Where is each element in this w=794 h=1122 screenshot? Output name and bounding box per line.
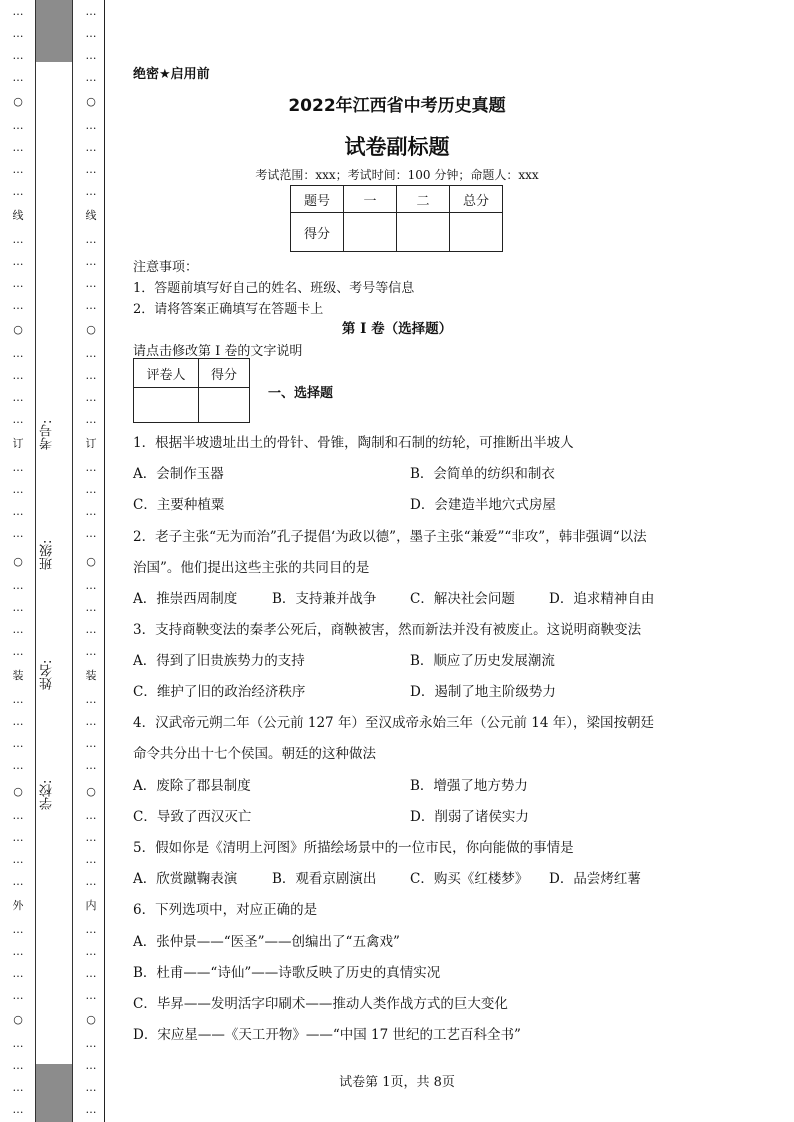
question-stem: 4．汉武帝元朔二年（公元前 127 年）至汉成帝永始三年（公元前 14 年），梁国按朝廷 <box>133 715 654 731</box>
dots: … <box>85 483 97 496</box>
dots: … <box>85 119 97 132</box>
zhuang-mark: 装 <box>12 669 24 682</box>
option[interactable]: D．会建造半地穴式房屋 <box>410 497 556 513</box>
part-title: 第 I 卷（选择题） <box>341 321 453 337</box>
dots: … <box>85 505 97 518</box>
dots: … <box>85 875 97 888</box>
dots: … <box>85 5 97 18</box>
option[interactable]: D．品尝烤红薯 <box>549 871 641 887</box>
score-header-cell: 总分 <box>450 186 503 213</box>
option[interactable]: B．杜甫——“诗仙”——诗歌反映了历史的真情实况 <box>133 965 441 981</box>
question-stem: 1．根据半坡遗址出土的骨针、骨锥，陶制和石制的纺轮，可推断出半坡人 <box>133 435 574 451</box>
dots: … <box>12 347 24 360</box>
grader-header-cell: 评卷人 <box>134 359 199 388</box>
dots: … <box>12 853 24 866</box>
option[interactable]: C．维护了旧的政治经济秩序 <box>133 684 306 700</box>
dots: … <box>85 645 97 658</box>
dots: … <box>85 923 97 936</box>
dots: … <box>12 579 24 592</box>
score-header-cell: 题号 <box>291 186 344 213</box>
option[interactable]: D．遏制了地主阶级势力 <box>410 684 556 700</box>
question-stem: 治国”。他们提出这些主张的共同目的是 <box>133 560 370 576</box>
dots: … <box>85 715 97 728</box>
dots: … <box>85 579 97 592</box>
dots: … <box>85 759 97 772</box>
dots: … <box>85 255 97 268</box>
dots: … <box>12 233 24 246</box>
dots: … <box>85 853 97 866</box>
dots: … <box>85 413 97 426</box>
dots: … <box>85 461 97 474</box>
dots: … <box>85 163 97 176</box>
dots: … <box>85 623 97 636</box>
exam-subtitle: 试卷副标题 <box>344 135 450 159</box>
dots: … <box>12 277 24 290</box>
score-table <box>290 185 503 252</box>
dots: … <box>12 119 24 132</box>
dots: … <box>85 277 97 290</box>
option[interactable]: C．毕昇——发明活字印刷术——推动人类作战方式的巨大变化 <box>133 996 508 1012</box>
question-stem: 2．老子主张“无为而治”孔子提倡‘为政以德”，墨子主张“兼爱”“非攻”，韩非强调“以法 <box>133 529 647 545</box>
dots: … <box>12 1103 24 1116</box>
dots: … <box>12 71 24 84</box>
option[interactable]: B．支持兼并战争 <box>272 591 377 607</box>
dots: … <box>12 715 24 728</box>
score-cell[interactable] <box>450 213 503 252</box>
dots: … <box>12 923 24 936</box>
dots: … <box>85 369 97 382</box>
dots: … <box>85 233 97 246</box>
dots: … <box>85 693 97 706</box>
dots: … <box>12 391 24 404</box>
exam-info: 考试范围：xxx；考试时间：100 分钟；命题人：xxx <box>255 168 539 182</box>
dots: … <box>12 527 24 540</box>
question-stem: 3．支持商鞅变法的秦孝公死后，商鞅被害，然而新法并没有被废止。这说明商鞅变法 <box>133 622 642 638</box>
circle-mark: ○ <box>86 1013 96 1026</box>
dots: … <box>12 1037 24 1050</box>
dots: … <box>85 141 97 154</box>
zhuang-mark: 装 <box>85 669 97 682</box>
dots: … <box>12 299 24 312</box>
dots: … <box>12 185 24 198</box>
page-footer: 试卷第 1页，共 8页 <box>339 1075 455 1090</box>
option[interactable]: C．导致了西汉灭亡 <box>133 809 252 825</box>
option[interactable]: A．欣赏蹴鞠表演 <box>133 871 238 887</box>
circle-mark: ○ <box>86 95 96 108</box>
note-item: 2．请将答案正确填写在答题卡上 <box>133 302 324 317</box>
dots: … <box>12 369 24 382</box>
notes-heading: 注意事项： <box>133 260 199 275</box>
dots: … <box>85 967 97 980</box>
circle-mark: ○ <box>86 785 96 798</box>
dots: … <box>12 5 24 18</box>
class-field: 班级: <box>40 539 55 571</box>
option[interactable]: D．追求精神自由 <box>549 591 655 607</box>
grader-cell[interactable] <box>199 388 250 423</box>
line-mark: 线 <box>12 209 24 222</box>
dots: … <box>85 601 97 614</box>
dots: … <box>85 527 97 540</box>
circle-mark: ○ <box>86 323 96 336</box>
dots: … <box>85 1037 97 1050</box>
dots: … <box>12 255 24 268</box>
dots: … <box>12 875 24 888</box>
dots: … <box>85 299 97 312</box>
option[interactable]: A．张仲景——“医圣”——创编出了“五禽戏” <box>133 934 400 950</box>
dots: … <box>85 989 97 1002</box>
score-cell[interactable] <box>397 213 450 252</box>
option[interactable]: B．观看京剧演出 <box>272 871 377 887</box>
dots: … <box>12 1081 24 1094</box>
dots: … <box>85 1103 97 1116</box>
dots: … <box>12 49 24 62</box>
option[interactable]: D．削弱了诸侯实力 <box>410 809 529 825</box>
dots: … <box>12 483 24 496</box>
option[interactable]: B．顺应了历史发展潮流 <box>410 653 555 669</box>
dots: … <box>85 347 97 360</box>
exam-number-field: 考号: <box>40 419 55 451</box>
dots: … <box>85 49 97 62</box>
section-title: 一、选择题 <box>268 386 334 401</box>
part-instruction: 请点击修改第 I 卷的文字说明 <box>133 344 303 359</box>
dots: … <box>12 967 24 980</box>
dots: … <box>12 693 24 706</box>
dots: … <box>85 737 97 750</box>
option[interactable]: C．主要种植粟 <box>133 497 225 513</box>
dots: … <box>12 989 24 1002</box>
dots: … <box>12 645 24 658</box>
ding-mark: 订 <box>85 437 97 450</box>
circle-mark: ○ <box>13 785 23 798</box>
school-field: 学校: <box>40 779 55 811</box>
dots: … <box>12 601 24 614</box>
wai-mark: 外 <box>12 899 24 912</box>
question-stem: 命令共分出十七个侯国。朝廷的这种做法 <box>133 746 376 762</box>
line-mark: 线 <box>85 209 97 222</box>
dots: … <box>85 809 97 822</box>
grader-cell[interactable] <box>134 388 199 423</box>
dots: … <box>12 413 24 426</box>
score-header-cell: 二 <box>397 186 450 213</box>
dots: … <box>85 831 97 844</box>
circle-mark: ○ <box>13 1013 23 1026</box>
note-item: 1．答题前填写好自己的姓名、班级、考号等信息 <box>133 281 415 296</box>
dots: … <box>12 27 24 40</box>
score-header-cell: 一 <box>344 186 397 213</box>
dots: … <box>12 759 24 772</box>
dots: … <box>12 737 24 750</box>
dots: … <box>85 945 97 958</box>
option[interactable]: A．得到了旧贵族势力的支持 <box>133 653 305 669</box>
option[interactable]: D．宋应星——《天工开物》——“中国 17 世纪的工艺百科全书” <box>133 1027 521 1043</box>
exam-title: 2022年江西省中考历史真题 <box>288 96 506 116</box>
option[interactable]: B．会简单的纺织和制衣 <box>410 466 555 482</box>
score-row-label: 得分 <box>291 213 344 252</box>
dots: … <box>12 831 24 844</box>
dots: … <box>12 141 24 154</box>
dots: … <box>12 505 24 518</box>
dots: … <box>12 623 24 636</box>
circle-mark: ○ <box>13 323 23 336</box>
dots: … <box>85 1081 97 1094</box>
dots: … <box>85 71 97 84</box>
dots: … <box>85 27 97 40</box>
name-field: 姓名: <box>40 659 55 691</box>
dots: … <box>12 809 24 822</box>
score-cell[interactable] <box>344 213 397 252</box>
ding-mark: 订 <box>12 437 24 450</box>
option[interactable]: A．废除了郡县制度 <box>133 778 251 794</box>
circle-mark: ○ <box>13 95 23 108</box>
circle-mark: ○ <box>86 555 96 568</box>
option[interactable]: B．增强了地方势力 <box>410 778 528 794</box>
dots: … <box>12 945 24 958</box>
circle-mark: ○ <box>13 555 23 568</box>
dots: … <box>12 163 24 176</box>
grader-table <box>133 358 250 423</box>
dots: … <box>85 391 97 404</box>
option[interactable]: A．推崇西周制度 <box>133 591 238 607</box>
dots: … <box>12 1059 24 1072</box>
top-shade <box>36 0 72 62</box>
grader-header-cell: 得分 <box>199 359 250 388</box>
option[interactable]: A．会制作玉器 <box>133 466 224 482</box>
secret-label: 绝密★启用前 <box>133 67 210 82</box>
question-stem: 6．下列选项中，对应正确的是 <box>133 902 318 918</box>
dots: … <box>85 185 97 198</box>
nei-mark: 内 <box>85 899 97 912</box>
question-stem: 5．假如你是《清明上河图》所描绘场景中的一位市民，你向能做的事情是 <box>133 840 574 856</box>
dots: … <box>85 1059 97 1072</box>
option[interactable]: C．购买《红楼梦》 <box>410 871 529 887</box>
option[interactable]: C．解决社会问题 <box>410 591 515 607</box>
dots: … <box>12 461 24 474</box>
